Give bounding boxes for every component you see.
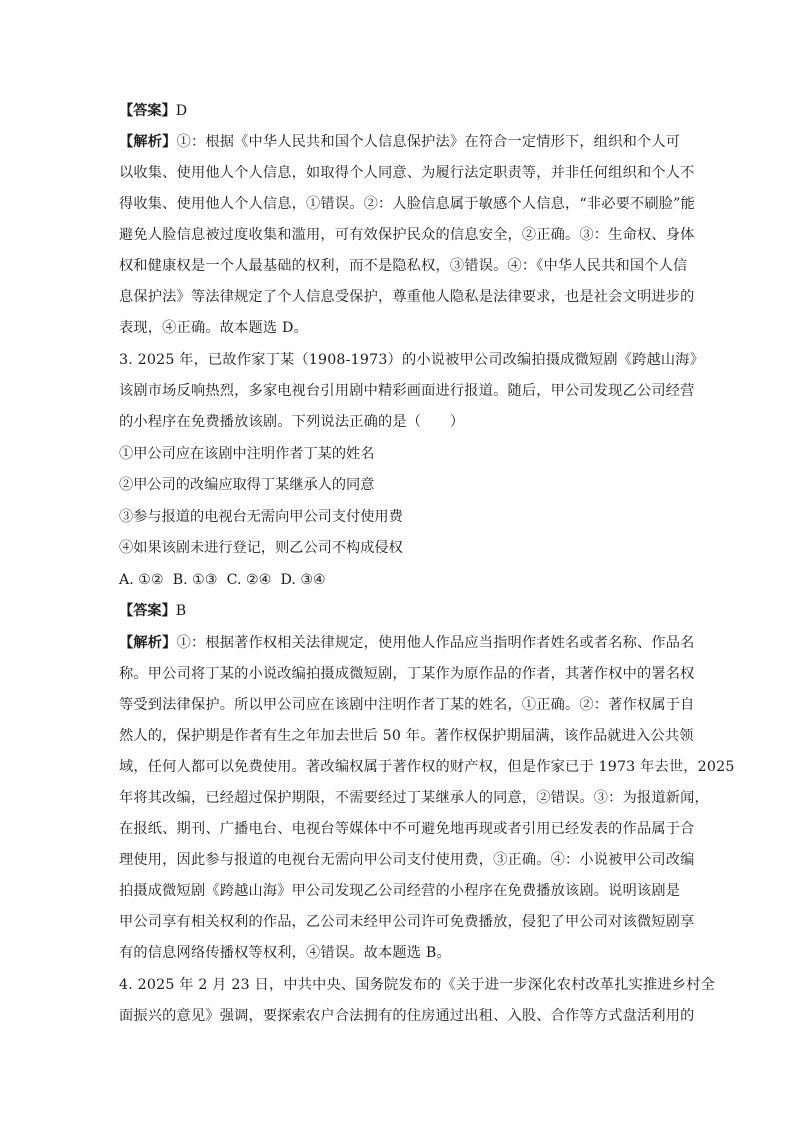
analysis-line: 有的信息网络传播权等权利，④错误。故本题选 B。 bbox=[119, 945, 451, 961]
statement-3: ③参与报道的电视台无需向甲公司支付使用费 bbox=[119, 509, 403, 525]
answer-label: 【答案】 bbox=[119, 103, 176, 119]
analysis-line: 权和健康权是一个人最基础的权利，而不是隐私权，③错误。④：《中华人民共和国个人信 bbox=[119, 258, 688, 274]
question-stem-line: 4. 2025 年 2 月 23 日，中共中央、国务院发布的《关于进一步深化农村改革扎实推进乡村全 bbox=[119, 977, 715, 993]
answer-value: D bbox=[175, 103, 188, 119]
analysis-line: 避免人脸信息被过度收集和滥用，可有效保护民众的信息安全，②正确。③：生命权、身体 bbox=[119, 227, 695, 243]
answer-label: 【答案】 bbox=[119, 603, 176, 619]
analysis-line: 在报纸、期刊、广播电台、电视台等媒体中不可避免地再现或者引用已经发表的作品属于合 bbox=[119, 821, 695, 837]
answer-q3 bbox=[119, 596, 186, 627]
analysis-line: 年将其改编，已经超过保护期限，不需要经过丁某继承人的同意，②错误。③：为报道新闻， bbox=[119, 790, 709, 806]
question-stem-line: 面振兴的意见》强调，要探索农户合法拥有的住房通过出租、入股、合作等方式盘活利用的 bbox=[119, 1008, 695, 1024]
analysis-label: 【解析】 bbox=[119, 635, 177, 651]
question-3-options: A. ①② B. ①③ C. ②④ D. ③④ bbox=[119, 572, 326, 588]
question-stem-line: 的小程序在免费播放该剧。下列说法正确的是（ ） bbox=[119, 414, 465, 430]
analysis-line: 拍摄成微短剧《跨越山海》甲公司发现乙公司经营的小程序在免费播放该剧。说明该剧是 bbox=[119, 883, 681, 899]
analysis-line: 【解析】①：根据《中华人民共和国个人信息保护法》在符合一定情形下，组织和个人可 bbox=[119, 134, 681, 150]
analysis-line: 以收集、使用他人个人信息，如取得个人同意、为履行法定职责等，并非任何组织和个人不 bbox=[119, 165, 695, 181]
analysis-line: 然人的，保护期是作者有生之年加去世后 50 年。著作权保护期届满，该作品就进入公共领 bbox=[119, 728, 694, 744]
answer-q2 bbox=[119, 96, 187, 127]
analysis-line: 甲公司享有相关权利的作品，乙公司未经甲公司许可免费播放，侵犯了甲公司对该微短剧享 bbox=[119, 914, 695, 930]
question-4-stem bbox=[119, 970, 715, 1032]
analysis-line: 称。甲公司将丁某的小说改编拍摄成微短剧，丁某作为原作品的作者，其著作权中的署名权 bbox=[119, 666, 695, 682]
analysis-q3 bbox=[119, 628, 735, 969]
analysis-q2 bbox=[119, 127, 696, 344]
analysis-line: 表现，④正确。故本题选 D。 bbox=[119, 320, 308, 336]
analysis-line: 等受到法律保护。所以甲公司应在该剧中注明作者丁某的姓名，①正确。②：著作权属于自 bbox=[119, 697, 695, 713]
question-stem-line: 该剧市场反响热烈，多家电视台引用剧中精彩画面进行报道。随后，甲公司发现乙公司经营 bbox=[119, 383, 695, 399]
analysis-label: 【解析】 bbox=[119, 134, 177, 150]
analysis-line: 得收集、使用他人个人信息，①错误。②：人脸信息属于敏感个人信息，“非必要不刷脸”能 bbox=[119, 196, 696, 212]
analysis-line: 息保护法》等法律规定了个人信息受保护，尊重他人隐私是法律要求，也是社会文明进步的 bbox=[119, 289, 695, 305]
analysis-line: 理使用，因此参与报道的电视台无需向甲公司支付使用费，③正确。④：小说被甲公司改编 bbox=[119, 852, 695, 868]
answer-value: B bbox=[175, 603, 187, 619]
question-stem-line: 3. 2025 年，已故作家丁某（1908-1973）的小说被甲公司改编拍摄成微短剧《跨越山海》 bbox=[119, 352, 705, 368]
statement-2: ②甲公司的改编应取得丁某继承人的同意 bbox=[119, 477, 375, 493]
question-3-stem bbox=[119, 345, 705, 438]
statement-1: ①甲公司应在该剧中注明作者丁某的姓名 bbox=[119, 446, 375, 462]
statement-4: ④如果该剧未进行登记，则乙公司不构成侵权 bbox=[119, 540, 403, 556]
analysis-line: 【解析】①：根据著作权相关法律规定，使用他人作品应当指明作者姓名或者名称、作品名 bbox=[119, 635, 695, 651]
analysis-line: 域，任何人都可以免费使用。著改编权属于著作权的财产权，但是作家已于 1973 年去世，2025 bbox=[119, 759, 735, 775]
